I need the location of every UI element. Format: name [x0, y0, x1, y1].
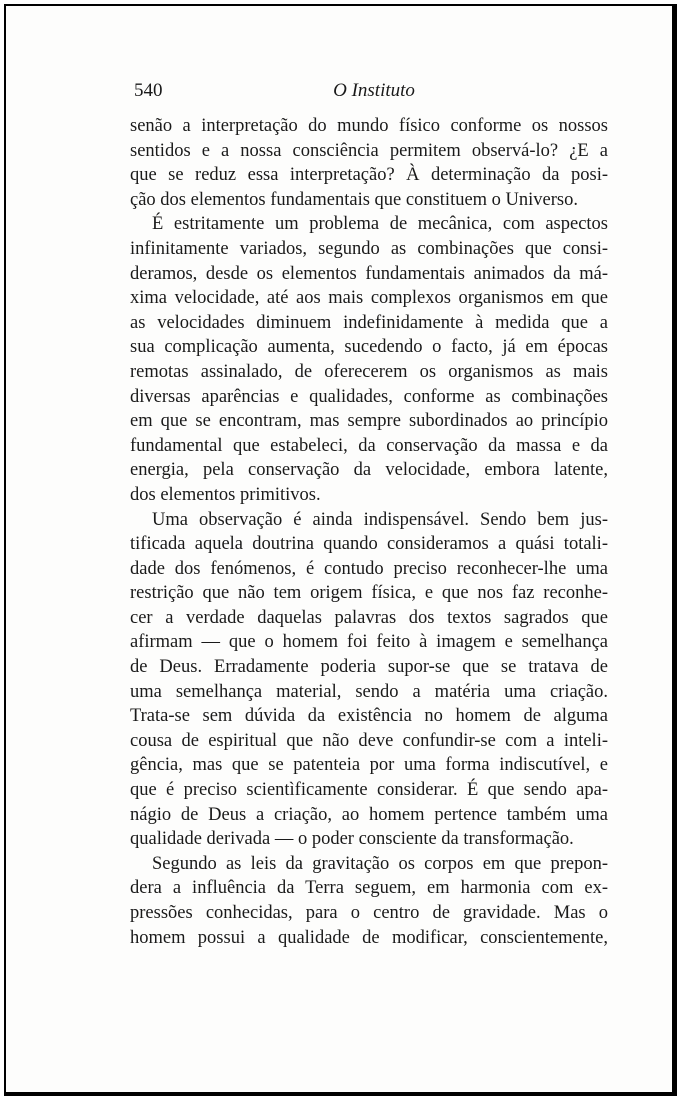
- text-line: restrição que não tem origem física, e que nos faz reconhe-: [130, 583, 608, 604]
- text-line: que é preciso scientìficamente considerar. É que sendo apa-: [130, 780, 608, 801]
- text-line: qualidade derivada — o poder consciente da transformação.: [130, 829, 574, 850]
- text-line: senão a interpretação do mundo físico conforme os nossos: [130, 116, 608, 136]
- text-line: ção dos elementos fundamentais que constituem o Universo.: [130, 189, 579, 210]
- text-line: Trata-se sem dúvida da existência no homem de alguma: [130, 706, 608, 727]
- text-line: diversas aparências e qualidades, conforme as combinações: [130, 386, 608, 407]
- text-line: que se reduz essa interpretação? À determinação da posi-: [130, 165, 608, 186]
- page-number: 540: [134, 80, 163, 101]
- text-line: afirmam — que o homem foi feito à imagem e semelhança: [130, 632, 608, 653]
- running-title: O Instituto: [333, 80, 415, 101]
- text-line: infinitamente variados, segundo as combinações que consi-: [130, 238, 608, 259]
- text-line: energia, pela conservação da velocidade, embora latente,: [130, 460, 608, 481]
- text-line: sentidos e a nossa consciência permitem observá-lo? ¿E a: [130, 140, 608, 161]
- text-line: uma semelhança material, sendo a matéria uma criação.: [130, 681, 608, 702]
- page-header: [134, 76, 614, 106]
- text-line: de Deus. Erradamente poderia supor-se que se tratava de: [130, 657, 608, 678]
- text-line: cousa de espiritual que não deve confundir-se com a inteli-: [130, 730, 608, 751]
- text-line: em que se encontram, mas sempre subordinados ao princípio: [130, 411, 608, 432]
- text-line: dera a influência da Terra seguem, em harmonia com ex-: [130, 878, 608, 899]
- text-line: as velocidades diminuem indefinidamente à medida que a: [130, 312, 608, 333]
- text-line: Segundo as leis da gravitação os corpos em que prepon-: [152, 853, 608, 874]
- text-line: fundamental que estabeleci, da conservação da massa e da: [130, 435, 608, 456]
- text-line: tificada aquela doutrina quando consideramos a quási totali-: [130, 534, 608, 555]
- text-line: xima velocidade, até aos mais complexos organismos em que: [130, 288, 608, 309]
- text-line: É estritamente um problema de mecânica, com aspectos: [152, 214, 608, 235]
- text-line: cer a verdade daquelas palavras dos textos sagrados que: [130, 607, 608, 628]
- text-line: homem possui a qualidade de modificar, conscientemente,: [130, 927, 608, 948]
- text-line: Uma observação é ainda indispensável. Sendo bem jus-: [152, 509, 608, 530]
- body-text: [130, 114, 608, 950]
- text-line: nágio de Deus a criação, ao homem pertence também uma: [130, 804, 608, 825]
- text-line: pressões conhecidas, para o centro de gravidade. Mas o: [130, 903, 608, 923]
- text-line: remotas assinalado, de oferecerem os organismos as mais: [130, 361, 608, 382]
- text-line: dade dos fenómenos, é contudo preciso reconhecer-lhe uma: [130, 558, 608, 579]
- text-line: gência, mas que se patenteia por uma forma indiscutível, e: [130, 755, 608, 776]
- text-line: sua complicação aumenta, sucedendo o facto, já em épocas: [130, 337, 608, 358]
- text-line: dos elementos primitivos.: [130, 484, 321, 505]
- text-line: deramos, desde os elementos fundamentais animados da má-: [130, 263, 608, 284]
